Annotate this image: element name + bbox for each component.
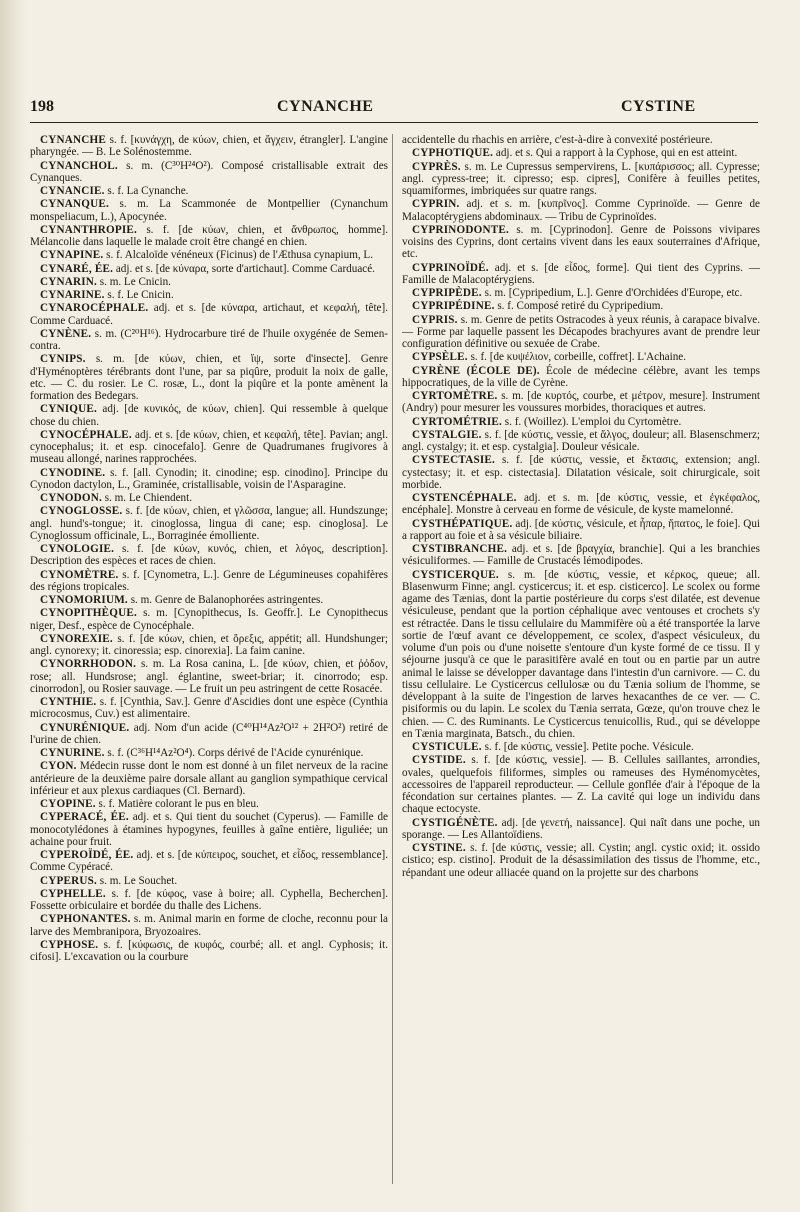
dictionary-entry bbox=[30, 134, 388, 159]
dictionary-entry bbox=[402, 365, 760, 390]
entry-headword: CYNOLOGIE. bbox=[40, 543, 115, 555]
column-divider bbox=[392, 134, 393, 1184]
dictionary-entry bbox=[30, 849, 388, 874]
dictionary-entry bbox=[30, 492, 388, 504]
entry-headword: CYPSÈLE. bbox=[412, 351, 468, 364]
entry-definition: adj. et s. [de κύναρα, artichaut, et κεφαλή, tête]. Comme Carduacé. bbox=[30, 302, 388, 327]
dictionary-entry bbox=[402, 492, 760, 517]
entry-definition: s. f. (Woillez). L'emploi du Cyrtomètre. bbox=[502, 415, 682, 428]
entry-headword: CYNANTHROPIE. bbox=[40, 223, 137, 236]
dictionary-entry bbox=[30, 276, 388, 288]
entry-headword: CYPRIPÈDE. bbox=[412, 287, 482, 299]
entry-definition: adj. Nom d'un acide (C⁴⁰H¹⁴Az²O¹² + 2H²O²) retiré de l'urine de chien. bbox=[30, 721, 388, 746]
entry-definition: Médecin russe dont le nom est donné à un filet nerveux de la racine antérieure de la deuxième paire dorsale allant au ganglion sympathique cervical inférieur et aux plexus cardiaques (Cl. Bernard). bbox=[30, 760, 388, 797]
dictionary-entry bbox=[30, 633, 388, 658]
dictionary-entry bbox=[30, 467, 388, 492]
entry-headword: CYPHONANTES. bbox=[40, 913, 131, 926]
entry-definition: s. m. (C³⁰H²⁴O²). Composé cristallisable extrait des Cynanques. bbox=[30, 159, 388, 184]
entry-headword: CYNODON. bbox=[40, 492, 102, 504]
entry-headword: CYSTENCÉPHALE. bbox=[412, 492, 517, 504]
dictionary-entry bbox=[402, 314, 760, 351]
entry-definition: s. m. Le Souchet. bbox=[97, 874, 178, 887]
entry-headword: CYNANCHOL. bbox=[40, 159, 118, 172]
dictionary-entry bbox=[402, 161, 760, 198]
entry-headword: CYPHOSE. bbox=[40, 938, 99, 951]
entry-definition: s. f. [κύφωσις, de κυφός, courbé; all. et angl. Cyphosis; it. cifosi]. L'excavation ou la courbure bbox=[30, 938, 388, 963]
entry-definition: s. f. [de κύων, chien, et ὄρεξις, appétit; all. Hundshunger; angl. cynorexy; it. cinoressia; esp. cinorexia]. La faim canine. bbox=[30, 632, 388, 657]
dictionary-entry bbox=[30, 185, 388, 197]
entry-headword: CYPRIS. bbox=[412, 313, 458, 326]
dictionary-entry bbox=[30, 722, 388, 747]
entry-definition: accidentelle du rhachis en arrière, c'est-à-dire à convexité postérieure. bbox=[402, 134, 713, 146]
entry-headword: CYPERUS. bbox=[40, 874, 97, 887]
entry-definition: École de médecine célèbre, avant les temps hippocratiques, de la ville de Cyrène. bbox=[402, 364, 760, 389]
dictionary-entry bbox=[402, 351, 760, 363]
dictionary-entry bbox=[402, 518, 760, 543]
dictionary-entry bbox=[402, 198, 760, 223]
dictionary-entry bbox=[30, 302, 388, 327]
entry-headword: CYSTICULE. bbox=[412, 741, 482, 753]
dictionary-entry bbox=[30, 328, 388, 353]
entry-headword: CYSTICERQUE. bbox=[412, 568, 499, 581]
entry-definition: s. f. Composé retiré du Cypripedium. bbox=[494, 300, 664, 313]
entry-definition: adj. [de κυνικός, de κύων, chien]. Qui ressemble à quelque chose du chien. bbox=[30, 403, 388, 428]
dictionary-entry bbox=[30, 760, 388, 797]
dictionary-entry bbox=[402, 262, 760, 287]
entry-headword: CYNAPINE. bbox=[40, 249, 104, 262]
entry-headword: CYNIQUE. bbox=[40, 403, 97, 416]
entry-definition: adj. et s. m. [κυπρῖνος]. Comme Cyprinoïde. — Genre de Malacoptérygiens abdominaux. — Tribu de Cyprinoïdes. bbox=[402, 198, 760, 223]
dictionary-entry bbox=[30, 429, 388, 466]
entry-definition: s. m. [de κύων, chien, et ἴψ, sorte d'insecte]. Genre d'Hyménoptères térébrants dont l'une, par sa piqûre, produit la noix de galle, etc. — C. du rosier. Le C. rosæ, L., dont la piqûre et la ponte amènent la formation des Bedegars. bbox=[30, 353, 388, 402]
entry-headword: CYNOCÉPHALE. bbox=[40, 428, 132, 441]
entry-headword: CYNURÉNIQUE. bbox=[40, 721, 130, 734]
entry-definition: s. f. [Cynometra, L.]. Genre de Légumineuses copahifères des régions tropicales. bbox=[30, 568, 388, 593]
dictionary-entry bbox=[30, 696, 388, 721]
entry-headword: CYPRIPÉDINE. bbox=[412, 300, 495, 313]
entry-headword: CYNOREXIE. bbox=[40, 632, 113, 645]
entry-definition: adj. et s. Qui tient du souchet (Cyperus). — Famille de monocotylédones à étamines hypogynes, feuilles à gaîne entière, liguliée; un achaine pour fruit. bbox=[30, 811, 388, 848]
entry-headword: CYPHELLE. bbox=[40, 887, 106, 900]
dictionary-entry bbox=[30, 263, 388, 275]
entry-headword: CYNANCHE bbox=[40, 134, 106, 146]
entry-definition: s. f. Le Cnicin. bbox=[104, 289, 174, 301]
entry-definition: s. f. [de κύων, chien, et γλῶσσα, langue; all. Hundszunge; angl. hund's-tongue; it. cinoglossa, lingua di cane; esp. cinoglosa]. Le Cynoglossum officinale, L., Borraginée émolliente. bbox=[30, 505, 388, 542]
dictionary-entry bbox=[402, 754, 760, 815]
dictionary-entry bbox=[30, 888, 388, 913]
dictionary-entry bbox=[30, 353, 388, 402]
dictionary-entry bbox=[402, 454, 760, 491]
entry-definition: s. f. [de κύων, κυνός, chien, et λόγος, description]. Description des espèces et races de chien. bbox=[30, 543, 388, 568]
entry-headword: CYSTHÉPATIQUE. bbox=[412, 517, 513, 530]
entry-headword: CYPRINODONTE. bbox=[412, 223, 509, 236]
entry-headword: CYNANCIE. bbox=[40, 185, 105, 197]
entry-headword: CYNOGLOSSE. bbox=[40, 505, 123, 518]
dictionary-entry bbox=[30, 224, 388, 249]
dictionary-entry bbox=[30, 798, 388, 810]
entry-definition: s. f. [de κύφος, vase à boire; all. Cyphella, Becherchen]. Fossette orbiculaire et bordée du thalle des Lichens. bbox=[30, 887, 388, 912]
running-head-right: CYSTINE bbox=[621, 98, 696, 115]
entry-headword: CYON. bbox=[40, 760, 77, 773]
dictionary-entry bbox=[402, 543, 760, 568]
dictionary-entry bbox=[402, 134, 760, 146]
dictionary-entry bbox=[30, 198, 388, 223]
entry-headword: CYNURINE. bbox=[40, 747, 105, 759]
entry-definition: adj. et s. [de κύναρα, sorte d'artichaut]. Comme Carduacé. bbox=[113, 262, 375, 275]
entry-headword: CYPRINOÏDÉ. bbox=[412, 261, 489, 274]
dictionary-entry bbox=[30, 939, 388, 964]
dictionary-entry bbox=[402, 429, 760, 454]
entry-headword: CYSTIBRANCHE. bbox=[412, 543, 508, 555]
entry-headword: CYRÈNE (ÉCOLE DE). bbox=[412, 364, 540, 377]
right-column bbox=[402, 134, 760, 1194]
dictionary-entry bbox=[30, 249, 388, 261]
entry-headword: CYNARÉ, ÉE. bbox=[40, 262, 114, 275]
entry-headword: CYSTECTASIE. bbox=[412, 454, 495, 467]
dictionary-entry bbox=[30, 594, 388, 606]
entry-headword: CYNARIN. bbox=[40, 275, 97, 288]
entry-definition: s. m. [de κυρτός, courbe, et μέτρον, mesure]. Instrument (Andry) pour mesurer les voussures morbides, thoraciques et autres. bbox=[402, 390, 760, 415]
entry-definition: s. m. La Scammonée de Montpellier (Cynanchum monspeliacum, L.), Apocynée. bbox=[30, 198, 388, 223]
entry-definition: s. m. Le Chiendent. bbox=[101, 492, 192, 504]
dictionary-entry bbox=[402, 300, 760, 312]
entry-headword: CYNOMORIUM. bbox=[40, 594, 128, 606]
left-column bbox=[30, 134, 388, 1194]
dictionary-entry bbox=[30, 747, 388, 759]
entry-definition: s. f. [de κύστις, vessie]. — B. Cellules saillantes, arrondies, ovales, quelquefois filiformes, simples ou rameuses des Hyménomycètes, accessoires de l'appareil reproducteur. — Cellule gonflée d'air à l'époque de la fécondation sur certaines plantes. — Z. La cavité qui loge un individu dans chaque ectocyste. bbox=[402, 754, 760, 816]
entry-definition: s. m. [Cynopithecus, Is. Geoffr.]. Le Cynopithecus niger, Desf., espèce de Cynocéphale. bbox=[30, 607, 388, 632]
entry-headword: CYSTALGIE. bbox=[412, 428, 482, 441]
entry-headword: CYNORRHODON. bbox=[40, 658, 137, 671]
dictionary-entry bbox=[402, 741, 760, 753]
dictionary-entry bbox=[402, 390, 760, 415]
entry-definition: s. f. [de κύστις, vessie, et ἄλγος, douleur; all. Blasenschmerz; angl. cystalgy; it. et esp. cystalgia]. Douleur vésicale. bbox=[402, 428, 760, 453]
dictionary-entry bbox=[30, 607, 388, 632]
entry-headword: CYRTOMÈTRE. bbox=[412, 390, 498, 402]
running-head-left: CYNANCHE bbox=[277, 98, 374, 115]
dictionary-entry bbox=[30, 289, 388, 301]
entry-definition: adj. et s. [de βραγχία, branchie]. Qui a les branchies vésiculiformes. — Famille de Crustacés lémodipodes. bbox=[402, 543, 760, 568]
entry-headword: CYNÈNE. bbox=[40, 327, 92, 340]
dictionary-entry bbox=[30, 658, 388, 695]
entry-definition: s. f. [de κύστις, vessie]. Petite poche. Vésicule. bbox=[481, 741, 694, 753]
entry-definition: adj. et s. [de κύπειρος, souchet, et εἶδος, ressemblance]. Comme Cypéracé. bbox=[30, 849, 388, 874]
entry-definition: s. m. Le Cupressus sempervirens, L. [κυπάρισσος; all. Cypresse; angl. cypress-tree; it. cipresso; esp. cipres], Conifère à feuilles petites, squamiformes, imbriquées sur quatre rangs. bbox=[402, 160, 760, 197]
entry-headword: CYSTINE. bbox=[412, 842, 466, 854]
entry-headword: CYPRIN. bbox=[412, 198, 460, 211]
entry-headword: CYNOPITHÈQUE. bbox=[40, 607, 137, 620]
book-spine-shadow bbox=[0, 0, 26, 1212]
dictionary-entry bbox=[402, 147, 760, 159]
entry-headword: CYNTHIE. bbox=[40, 696, 97, 708]
entry-definition: adj. [de κύστις, vésicule, et ἧπαρ, ἥπατος, le foie]. Qui a rapport au foie et à sa vésicule biliaire. bbox=[402, 517, 760, 542]
entry-definition: s. f. Matière colorant le pus en bleu. bbox=[95, 798, 259, 810]
dictionary-entry bbox=[402, 817, 760, 842]
entry-definition: adj. et s. [de εἶδος, forme]. Qui tient des Cyprins. — Famille de Malacoptérygiens. bbox=[402, 261, 760, 286]
entry-definition: adj. et s. m. [de κύστις, vessie, et ἐγκέφαλος, encéphale]. Monstre à cerveau en forme de vésicule, de kyste mamelonné. bbox=[402, 492, 760, 517]
dictionary-entry bbox=[30, 913, 388, 938]
dictionary-entry bbox=[402, 569, 760, 741]
entry-headword: CYPHOTIQUE. bbox=[412, 147, 494, 160]
dictionary-entry bbox=[30, 875, 388, 887]
dictionary-entry bbox=[30, 403, 388, 428]
dictionary-entry bbox=[30, 505, 388, 542]
dictionary-entry bbox=[402, 224, 760, 261]
entry-definition: s. f. [de κυψέλιον, corbeille, coffret]. L'Achaine. bbox=[467, 351, 687, 364]
page-number: 198 bbox=[30, 98, 54, 115]
entry-definition: s. m. Genre de petits Ostracodes à yeux réunis, à carapace bivalve. — Forme par laquelle passent les Décapodes brachyures avant de prendre leur configuration définitive ou sexuée de Crabe. bbox=[402, 313, 760, 350]
entry-definition: s. m. [Cypripedium, L.]. Genre d'Orchidées d'Europe, etc. bbox=[481, 287, 743, 299]
entry-definition: adj. [de γενετή, naissance]. Qui naît dans une poche, un sporange. — Les Allantoïdiens. bbox=[402, 816, 760, 841]
entry-definition: s. m. La Rosa canina, L. [de κύων, chien, et ῥόδον, rose; all. Hundsrose; angl. églantine, sweet-briar; it. cinorrodo; esp. cinorrodon], ou Rosier sauvage. — Le fruit un peu astringent de cette Rosacée. bbox=[30, 658, 388, 695]
dictionary-entry bbox=[30, 569, 388, 594]
entry-headword: CYPRÈS. bbox=[412, 160, 461, 173]
entry-definition: s. m. Genre de Balanophorées astringentes. bbox=[127, 594, 324, 606]
entry-definition: s. f. [Cynthia, Sav.]. Genre d'Ascidies dont une espèce (Cynthia microcosmus, Cuv.) est alimentaire. bbox=[30, 696, 388, 721]
entry-definition: s. f. [de κύστις, vessie; all. Cystin; angl. cystic oxid; it. ossido cistico; esp. cistino]. Produit de la désassimilation des tissus de l'homme, etc., répandant une odeur alliacée quand on la projette sur des charbons bbox=[402, 842, 760, 879]
entry-definition: s. m. (C²⁰H¹⁶). Hydrocarbure tiré de l'huile oxygénée de Semen-contra. bbox=[30, 327, 388, 352]
dictionary-entry bbox=[30, 160, 388, 185]
entry-definition: adj. et s. Qui a rapport à la Cyphose, qui en est atteint. bbox=[493, 147, 738, 160]
entry-definition: s. f. Alcaloïde vénéneux (Ficinus) de l'Æthusa cynapium, L. bbox=[103, 249, 374, 262]
dictionary-entry bbox=[30, 543, 388, 568]
entry-definition: s. m. Animal marin en forme de cloche, reconnu pour la larve des Membranipora, Bryozoaires. bbox=[30, 913, 388, 938]
entry-headword: CYNARINE. bbox=[40, 289, 105, 301]
entry-headword: CYNAROCÉPHALE. bbox=[40, 302, 149, 315]
dictionary-entry bbox=[402, 287, 760, 299]
entry-headword: CYRTOMÉTRIE. bbox=[412, 415, 503, 428]
entry-definition: s. m. [de κύστις, vessie, et κέρκος, queue; all. Blasenwurm Finne; angl. cysticercus; it. et esp. cisticerco]. Le scolex ou forme agame des Tænias, dont la partie postérieure du corps s'est dilatée, est devenue vésiculeuse, pendant que la portion céphalique avec ventouses et crochets s'y est rétractée. Dans le tissu cellulaire du Mammifère où a été transportée la larve sortie de l'œuf avant ce développement, ce scolex, d'aspect vésiculeux, du volume d'un pois ou d'une noisette s'entoure d'un kyste formé de ce tissu. Il y séjourne jusqu'à ce que le parasitifère avalé en tout ou en partie par un autre animal le laisse se développer davantage dans l'intestin d'un carnivore. — C. du tissu cellulaire. Le Cysticercus cellulosæ ou du Tænia solium de l'homme, se développant à la suite de l'ingestion de larves hexacanthes de ce ver. — C. pisiformis ou du lapin. Le scolex du Tænia serrata, Gœze, qu'on trouve chez le chien. — C. des Ruminants. Le Cysticercus tenuicollis, Rud., qui se développe en Tænia marginata, Batsch., du chien. bbox=[402, 568, 760, 740]
dictionary-entry bbox=[30, 811, 388, 848]
entry-definition: s. m. Le Cnicin. bbox=[97, 275, 171, 288]
entry-headword: CYNODINE. bbox=[40, 466, 106, 479]
entry-headword: CYSTIDE. bbox=[412, 754, 466, 767]
entry-headword: CYSTIGÉNÈTE. bbox=[412, 816, 498, 829]
entry-headword: CYPEROÏDÉ, ÉE. bbox=[40, 849, 134, 861]
entry-headword: CYNIPS. bbox=[40, 353, 86, 366]
entry-definition: s. m. [Cyprinodon]. Genre de Poissons vivipares voisins des Cyprins, dont certains vivent dans les eaux souterraines d'Afrique, etc. bbox=[402, 223, 760, 261]
entry-definition: s. f. [de κύων, chien, et ἄνθρωπος, homme]. Mélancolie dans laquelle le malade croit être changé en chien. bbox=[30, 223, 388, 248]
page-header bbox=[30, 92, 758, 123]
entry-definition: s. f. [de κύστις, vessie, et ἔκτασις, extension; angl. cystectasy; it. et esp. cistectasia]. Dilatation vésicale, soit chirurgicale, soit morbide. bbox=[402, 454, 760, 491]
entry-definition: s. f. [κυνάγχη, de κύων, chien, et ἄγχειν, étrangler]. L'angine pharyngée. — B. Le Solénostemme. bbox=[30, 134, 388, 159]
entry-definition: s. f. La Cynanche. bbox=[104, 185, 189, 197]
entry-headword: CYOPINE. bbox=[40, 798, 96, 810]
entry-headword: CYNANQUE. bbox=[40, 198, 109, 211]
entry-headword: CYNOMÈTRE. bbox=[40, 568, 119, 581]
dictionary-entry bbox=[402, 416, 760, 428]
entry-definition: s. f. (C³⁶H¹⁴Az²O⁴). Corps dérivé de l'Acide cynurénique. bbox=[104, 747, 364, 759]
dictionary-entry bbox=[402, 842, 760, 879]
entry-definition: s. f. [all. Cynodin; it. cinodine; esp. cinodino]. Principe du Cynodon dactylon, L., Graminée, cristallisable, voisin de l'Asparagine. bbox=[30, 466, 388, 491]
entry-headword: CYPERACÉ, ÉE. bbox=[40, 811, 129, 824]
entry-definition: adj. et s. [de κύων, chien, et κεφαλή, tête]. Pavian; angl. cynocephalus; it. et esp. cinocefalo]. Genre de Quadrumanes frugivores à museau allongé, narines rapprochées. bbox=[30, 428, 388, 466]
